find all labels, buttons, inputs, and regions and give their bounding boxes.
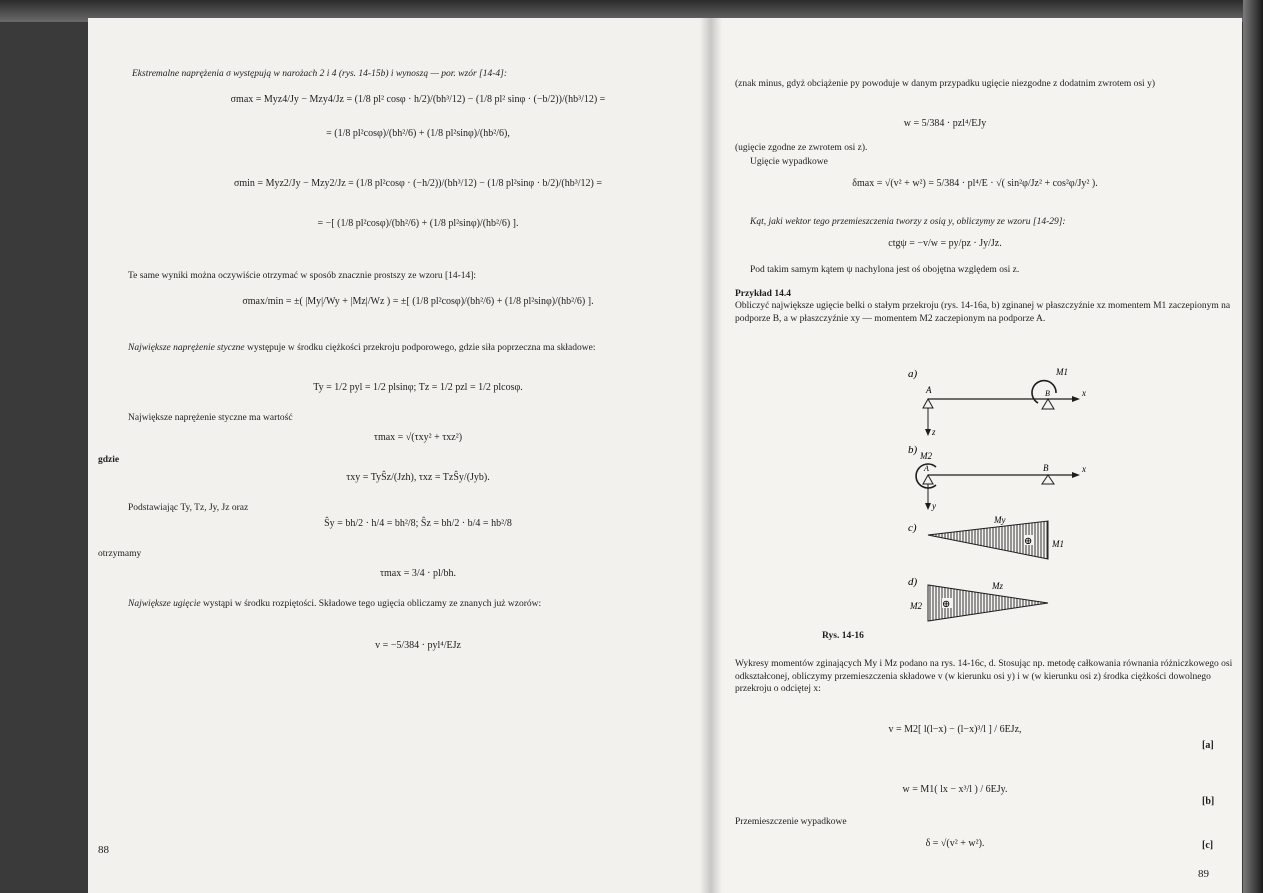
- diagram-c-sign: ⊕: [1024, 536, 1033, 547]
- equation-static-moments: Ŝy = bh/2 · h/4 = bh²/8; Ŝz = bh/2 · b/4 = hb²/8: [324, 518, 512, 529]
- deflection-paragraph: Największe ugięcie wystąpi w środku rozpiętości. Składowe tego ugięcia obliczamy ze znanych już wzorów:: [128, 599, 542, 609]
- angle-paragraph: Kąt, jaki wektor tego przemieszczenia tworzy z osią y, obliczymy ze wzoru [14-29]:: [750, 217, 1066, 227]
- support-b-roller-b: [1042, 475, 1054, 484]
- resultant-displacement-text: Przemieszczenie wypadkowe: [735, 817, 847, 827]
- equation-sigma-max-2: = (1/8 pl²cosφ)/(bh²/6) + (1/8 pl²sinφ)/(hb²/6),: [326, 128, 510, 139]
- book-gutter: [700, 18, 722, 893]
- support-a-label-a: A: [926, 385, 932, 395]
- support-b-label-b: B: [1043, 463, 1049, 473]
- equation-a: v = M2[ l(l−x) − (l−x)³/l ] / 6EJz,: [888, 724, 1022, 735]
- equation-v: v = −5/384 · pyl⁴/EJz: [375, 640, 461, 651]
- otrzymamy-text: otrzymamy: [98, 549, 142, 559]
- axis-x-arrow-a: [1072, 396, 1080, 402]
- equation-w: w = 5/384 · pzl⁴/EJy: [903, 118, 987, 129]
- equation-b: w = M1( lx − x³/l ) / 6EJy.: [902, 784, 1008, 795]
- equation-sigma-min-2: = −[ (1/8 pl²cosφ)/(bh²/6) + (1/8 pl²sinφ)/(hb²/6) ].: [317, 218, 519, 229]
- example-paragraph: Obliczyć największe ugięcie belki o stałym przekroju (rys. 14-16a, b) zginanej w płaszczyźnie xz momentem M1 zaczepionym na podporze B, a w płaszczyźnie xy — momentem M2 zaczepionym na podporze A.: [735, 301, 1231, 324]
- neutral-axis-text: Pod takim samym kątem ψ nachylona jest oś obojętna względem osi z.: [750, 265, 1020, 275]
- minus-sign-paragraph: (znak minus, gdyż obciążenie py powoduje w danym przypadku ugięcie niezgodne z dodatnim zwrotem osi y): [735, 79, 1155, 89]
- diagram-c-end-label: M1: [1052, 539, 1064, 549]
- equation-c: δ = √(v² + w²).: [925, 838, 985, 849]
- support-b-label-a: B: [1045, 389, 1050, 398]
- shear-paragraph: Największe naprężenie styczne występuje w środku ciężkości przekroju podporowego, gdzie siła poprzeczna ma składowe:: [128, 343, 596, 353]
- diagram-d-sign: ⊕: [942, 599, 951, 610]
- diagram-d-label: Mz: [992, 581, 1003, 591]
- equation-tau-result: τmax = 3/4 · pl/bh.: [379, 568, 457, 579]
- page-number-left: 88: [98, 844, 109, 856]
- beam-figure: [890, 363, 1090, 663]
- diagram-d-start-label: M2: [910, 601, 922, 611]
- example-title: Przykład 14.4: [735, 289, 791, 299]
- same-results-paragraph: Te same wyniki można oczywiście otrzymać w sposób znacznie prostszy ze wzoru [14-14]:: [128, 271, 477, 281]
- axis-y-arrow: [925, 503, 931, 510]
- figure-label-c: c): [908, 522, 917, 534]
- gdzie-text: gdzie: [98, 455, 120, 465]
- support-b-roller: [1042, 399, 1054, 409]
- equation-tag-b: [b]: [1202, 796, 1215, 807]
- right-page: [710, 18, 1242, 893]
- axis-x-arrow-b: [1072, 472, 1080, 478]
- moment-m1-label: M1: [1056, 367, 1068, 377]
- equation-sigma-max-min: σmax/min = ±( |My|/Wy + |Mz|/Wz ) = ±[ (1/8 pl²cosφ)/(bh²/6) + (1/8 pl²sinφ)/(hb²/6) ].: [242, 296, 594, 307]
- figure-label-a: a): [908, 368, 918, 380]
- axis-z-arrow: [925, 429, 931, 436]
- agreement-text: (ugięcie zgodne ze zwrotem osi z).: [735, 143, 868, 153]
- axis-y-label: y: [932, 501, 936, 511]
- equation-sigma-max: σmax = Myz4/Jy − Mzy4/Jz = (1/8 pl² cosφ · h/2)/(bh³/12) − (1/8 pl² sinφ · (−b/2))/(hb³/12) =: [230, 94, 606, 105]
- equation-sigma-min: σmin = Myz2/Jy − Mzy2/Jz = (1/8 pl²cosφ · (−h/2))/(bh³/12) − (1/8 pl²sinφ · b/2)/(hb³/12) =: [233, 178, 602, 189]
- figure-label-b: b): [908, 444, 918, 456]
- equation-T: Ty = 1/2 pyl = 1/2 plsinφ; Tz = 1/2 pzl = 1/2 plcosφ.: [313, 382, 523, 393]
- intro-paragraph: Ekstremalne naprężenia σ występują w narożach 2 i 4 (rys. 14-15b) i wynoszą — por. wzór [14-4]:: [132, 69, 507, 79]
- substitution-text: Podstawiając Ty, Tz, Jy, Jz oraz: [128, 503, 249, 513]
- axis-x-label-b: x: [1082, 464, 1086, 474]
- max-shear-text: Największe naprężenie styczne ma wartość: [128, 413, 293, 423]
- page-edge: [1243, 0, 1263, 893]
- moment-m2-label: M2: [920, 451, 932, 461]
- support-a-label-b: A: [924, 464, 929, 473]
- figure-caption: Rys. 14-16: [822, 631, 864, 641]
- left-page: [88, 18, 710, 893]
- moment-diagrams-paragraph: Wykresy momentów zginających My i Mz podano na rys. 14-16c, d. Stosując np. metodę całkowania równania różniczkowego osi odkształconej, obliczymy przemieszczenia składowe v (w kierunku osi y) i w (w kierunku osi z) środka ciężkości dowolnego przekroju o odciętej x:: [735, 659, 1233, 694]
- axis-z-label: z: [932, 427, 936, 437]
- resultant-text: Ugięcie wypadkowe: [750, 157, 828, 167]
- equation-tag-c: [c]: [1202, 840, 1214, 851]
- support-a-pin: [923, 399, 933, 408]
- equation-ctg: ctgψ = −v/w = py/pz · Jy/Jz.: [888, 238, 1002, 249]
- equation-delta-max: δmax = √(v² + w²) = 5/384 · pl⁴/E · √( sin²φ/Jz² + cos²φ/Jy² ).: [852, 178, 1098, 189]
- equation-tau-max: τmax = √(τxy² + τxz²): [373, 432, 463, 443]
- equation-tau-components: τxy = TyŜz/(Jzh), τxz = TzŜy/(Jyb).: [346, 472, 490, 483]
- axis-x-label-a: x: [1082, 388, 1086, 398]
- diagram-c-label: My: [994, 515, 1006, 525]
- equation-tag-a: [a]: [1202, 740, 1214, 751]
- support-a-pin-b: [923, 475, 933, 484]
- figure-label-d: d): [908, 576, 918, 588]
- page-number-right: 89: [1198, 868, 1209, 880]
